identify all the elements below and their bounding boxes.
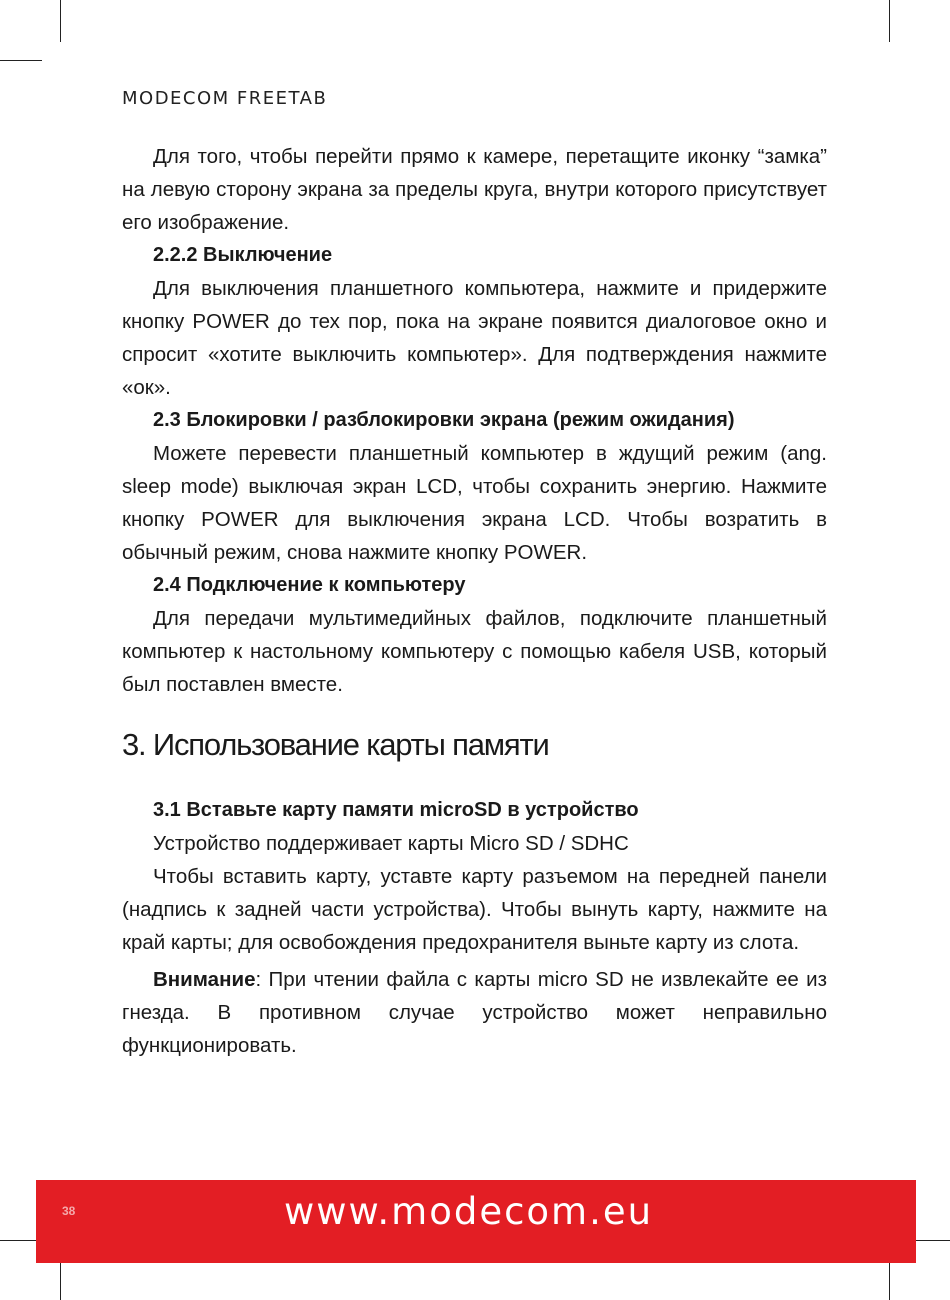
section-title-3: 3. Использование карты памяти <box>122 727 549 762</box>
paragraph-camera: Для того, чтобы перейти прямо к камере, перетащите иконку “замка” на левую сторону экрана за пределы круга, внутри которого присутствует его изображение. <box>122 145 827 234</box>
paragraph-warning <box>122 963 827 1062</box>
heading-3-1: 3.1 Вставьте карту памяти microSD в устройство <box>153 799 639 821</box>
crop-mark-bottom-left <box>60 1258 61 1300</box>
crop-mark-bottom-right <box>889 1258 890 1300</box>
crop-mark-top-left <box>60 0 61 42</box>
crop-mark-left-top <box>0 60 42 61</box>
heading-2-2-2: 2.2.2 Выключение <box>153 244 333 266</box>
footer-banner <box>36 1180 916 1263</box>
footer-url: www.modecom.eu <box>284 1190 654 1233</box>
page-number: 38 <box>62 1204 76 1218</box>
paragraph-support: Устройство поддерживает карты Micro SD / SDHC <box>153 832 629 855</box>
heading-2-3: 2.3 Блокировки / разблокировки экрана (режим ожидания) <box>153 409 735 431</box>
heading-2-4: 2.4 Подключение к компьютеру <box>153 574 466 596</box>
paragraph-connect: Для передачи мультимедийных файлов, подключите планшетный компьютер к настольному компьютеру с помощью кабеля USB, который был поставлен вместе. <box>122 607 827 696</box>
crop-mark-top-right <box>889 0 890 42</box>
paragraph-sleep: Можете перевести планшетный компьютер в ждущий режим (ang. sleep mode) выключая экран LCD, чтобы сохранить энергию. Нажмите кнопку POWER для выключения экрана LCD. Чтобы возратить в обычный режим, снова нажмите кнопку POWER. <box>122 442 827 564</box>
page-content <box>122 140 827 1062</box>
page-header: MODECOM FREETAB <box>122 88 328 109</box>
warning-text: : При чтении файла с карты micro SD не извлекайте ее из гнезда. В противном случае устройство может неправильно функционировать. <box>122 968 827 1057</box>
paragraph-shutdown: Для выключения планшетного компьютера, нажмите и придержите кнопку POWER до тех пор, пока на экране появится диалоговое окно и спросит «хотите выключить компьютер». Для подтверждения нажмите «ок». <box>122 277 827 399</box>
warning-label: Внимание <box>153 968 256 991</box>
paragraph-insert-card: Чтобы вставить карту, уставте карту разъемом на передней панели (надпись к задней части устройства). Чтобы вынуть карту, нажмите на край карты; для освобождения предохранителя выньте карту из слота. <box>122 865 827 954</box>
